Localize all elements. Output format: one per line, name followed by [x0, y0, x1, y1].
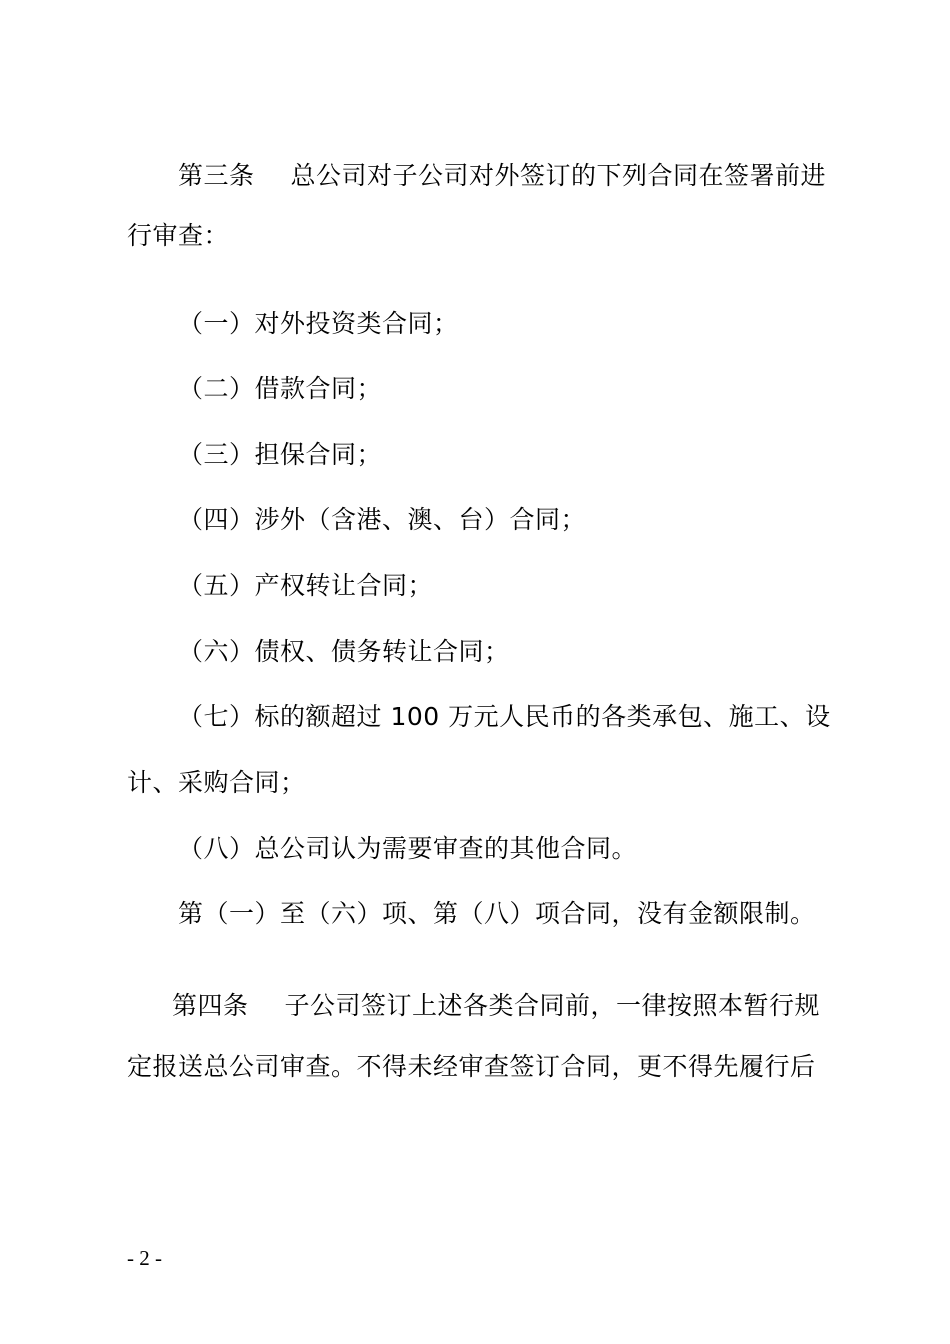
article3-text-line2: 行审查：: [127, 221, 230, 250]
amount-note: 第（一）至（六）项、第（八）项合同，没有金额限制。: [178, 899, 816, 928]
list-item: （五）产权转让合同；: [178, 571, 434, 600]
list-item: （四）涉外（含港、澳、台）合同；: [178, 505, 587, 534]
article4-text-line2: 定报送总公司审查。不得未经审查签订合同，更不得先履行后: [127, 1052, 816, 1081]
page-number: - 2 -: [127, 1246, 162, 1270]
article3-text-line1: 总公司对子公司对外签订的下列合同在签署前进: [290, 161, 827, 190]
article4-line1: [172, 988, 872, 1024]
list-item: （八）总公司认为需要审查的其他合同。: [178, 834, 638, 863]
article4-text-line1: 子公司签订上述各类合同前，一律按照本暂行规: [284, 991, 821, 1020]
list-item: （二）借款合同；: [178, 374, 383, 403]
article3-heading: 第三条: [178, 161, 255, 190]
article4-heading: 第四条: [172, 991, 249, 1020]
list-item: （三）担保合同；: [178, 440, 383, 469]
list-item: （六）债权、债务转让合同；: [178, 637, 510, 666]
article3-line1: [178, 158, 878, 194]
list-item: （一）对外投资类合同；: [178, 309, 459, 338]
list-item-continuation: 计、采购合同；: [127, 768, 306, 797]
list-item: （七）标的额超过 100 万元人民币的各类承包、施工、设: [178, 702, 831, 731]
